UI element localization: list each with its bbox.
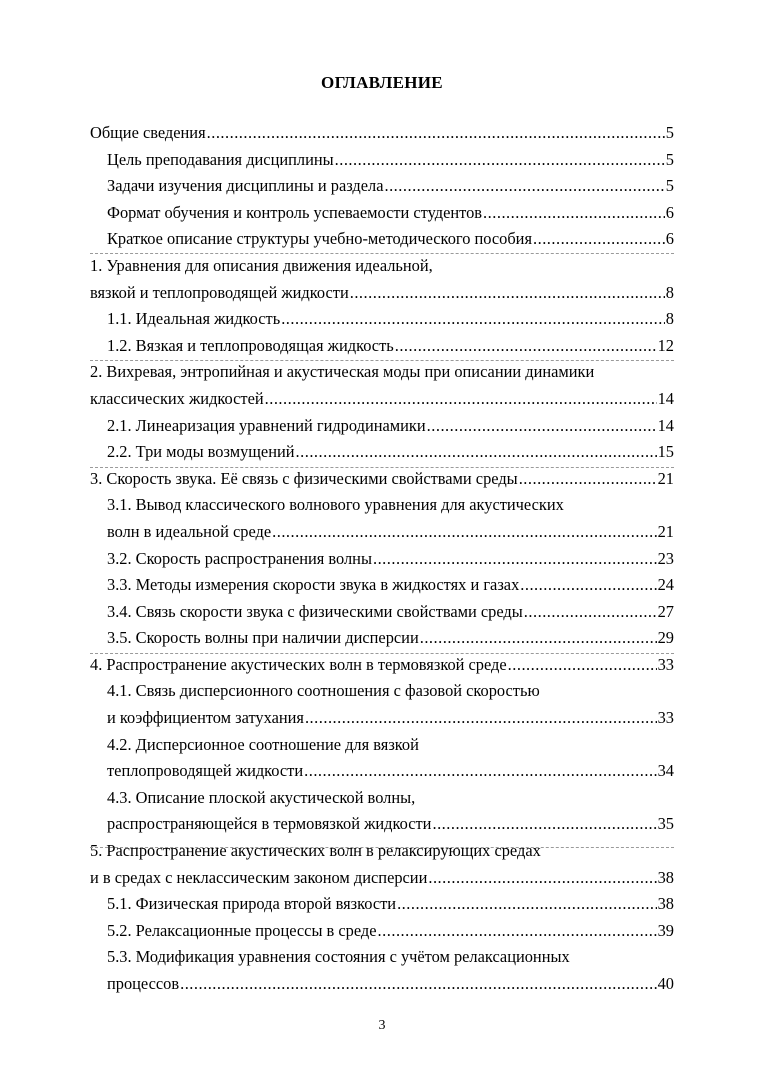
toc-entry-text: 4. Распространение акустических волн в термовязкой среде [90, 654, 507, 674]
toc-entry-5-1[interactable] [90, 891, 674, 918]
toc-entry-page: 21 [657, 468, 674, 488]
toc-entry-4-3-cont[interactable] [90, 811, 674, 838]
leader-dots [524, 599, 657, 626]
toc-entry-4-2[interactable] [90, 732, 674, 759]
toc-entry-page: 33 [657, 708, 674, 728]
leader-dots [305, 705, 657, 732]
toc-entry-page: 23 [657, 548, 674, 568]
toc-entry-2-1[interactable] [90, 413, 674, 440]
toc-entry-page: 6 [665, 202, 674, 222]
toc-entry-text: 1.1. Идеальная жидкость [107, 309, 281, 329]
leader-dots [180, 971, 657, 998]
toc-entry-5-3-cont[interactable] [90, 971, 674, 998]
toc-entry-text: 3.5. Скорость волны при наличии дисперсии [107, 628, 419, 648]
toc-entry-text: 3. Скорость звука. Её связь с физическими свойствами среды [90, 468, 518, 488]
leader-dots [272, 519, 656, 546]
toc-entry-5-2[interactable] [90, 918, 674, 945]
toc-entry-text: 3.4. Связь скорости звука с физическими свойствами среды [107, 601, 523, 621]
toc-entry-general[interactable] [90, 120, 674, 147]
toc-entry-text: Задачи изучения дисциплины и раздела [107, 176, 384, 196]
toc-entry-page: 5 [665, 149, 674, 169]
leader-dots [384, 173, 664, 200]
toc-entry-text: 4.1. Связь дисперсионного соотношения с фазовой скоростью [107, 681, 540, 701]
toc-entry-tasks[interactable] [90, 173, 674, 200]
toc-entry-page: 27 [657, 601, 674, 621]
leader-dots [483, 200, 665, 227]
toc-entry-text: 5.1. Физическая природа второй вязкости [107, 894, 397, 914]
toc-entry-chapter-5-cont[interactable] [90, 865, 674, 892]
toc-entry-text: 3.3. Методы измерения скорости звука в жидкостях и газах [107, 575, 520, 595]
toc-entry-text: 1.2. Вязкая и теплопроводящая жидкость [107, 335, 394, 355]
page-number: 3 [378, 1018, 386, 1033]
toc-entry-page: 8 [665, 309, 674, 329]
leader-dots [420, 625, 657, 652]
toc-entry-text-cont: теплопроводящей жидкости [107, 761, 304, 781]
toc-entry-text: Краткое описание структуры учебно-методического пособия [107, 229, 532, 249]
leader-dots [335, 147, 665, 174]
section-separator [90, 847, 674, 848]
toc-entry-chapter-5[interactable] [90, 838, 674, 865]
toc-entry-chapter-3[interactable] [90, 466, 674, 493]
toc-entry-text: 5.3. Модификация уравнения состояния с учётом релаксационных [107, 947, 570, 967]
leader-dots [427, 413, 657, 440]
toc-entry-goal[interactable] [90, 147, 674, 174]
leader-dots [519, 466, 657, 493]
leader-dots [533, 226, 665, 253]
toc-title: ОГЛАВЛЕНИЕ [321, 73, 443, 92]
toc-entry-text-cont: и в средах с неклассическим законом дисперсии [90, 867, 428, 887]
toc-entry-1-2[interactable] [90, 333, 674, 360]
toc-entry-text: 5. Распространение акустических волн в релаксирующих средах [90, 841, 541, 861]
toc-entry-3-3[interactable] [90, 572, 674, 599]
leader-dots [397, 891, 657, 918]
toc-entry-3-4[interactable] [90, 599, 674, 626]
toc-entry-text-cont: распространяющейся в термовязкой жидкости [107, 814, 432, 834]
toc-entry-page: 38 [657, 867, 674, 887]
section-separator [90, 360, 674, 361]
toc-entry-page: 14 [657, 388, 674, 408]
toc-entry-chapter-4[interactable] [90, 652, 674, 679]
toc-entry-page: 12 [657, 335, 674, 355]
toc-entry-4-2-cont[interactable] [90, 758, 674, 785]
toc-entry-page: 15 [657, 442, 674, 462]
leader-dots [350, 280, 665, 307]
leader-dots [378, 918, 657, 945]
toc-entry-structure[interactable] [90, 226, 674, 253]
toc-entry-page: 6 [665, 229, 674, 249]
toc-entry-4-1[interactable] [90, 678, 674, 705]
toc-entry-page: 21 [657, 521, 674, 541]
toc-entry-page: 38 [657, 894, 674, 914]
leader-dots [428, 865, 656, 892]
toc-entry-chapter-1-cont[interactable] [90, 280, 674, 307]
toc-entry-page: 29 [657, 628, 674, 648]
toc-entry-page: 34 [657, 761, 674, 781]
leader-dots [296, 439, 657, 466]
toc-entry-3-1-cont[interactable] [90, 519, 674, 546]
leader-dots [432, 811, 656, 838]
toc-entry-page: 39 [657, 920, 674, 940]
toc-entry-page: 8 [665, 282, 674, 302]
toc-entry-text: Общие сведения [90, 123, 206, 142]
toc-entry-text-cont: классических жидкостей [90, 388, 264, 408]
leader-dots [281, 306, 665, 333]
leader-dots [207, 120, 665, 147]
toc-entry-5-3[interactable] [90, 944, 674, 971]
toc-entry-text: 4.3. Описание плоской акустической волны, [107, 787, 416, 807]
toc-entry-page: 35 [657, 814, 674, 834]
toc-entry-format[interactable] [90, 200, 674, 227]
toc-entry-3-1[interactable] [90, 492, 674, 519]
toc-entry-text: 3.1. Вывод классического волнового уравнения для акустических [107, 495, 564, 515]
leader-dots [265, 386, 657, 413]
toc-entry-page: 40 [657, 974, 674, 993]
toc-entry-page: 24 [657, 575, 674, 595]
toc-entry-page: 5 [665, 176, 674, 196]
table-of-contents [90, 120, 674, 998]
section-separator [90, 653, 674, 654]
toc-entry-page: 14 [657, 415, 674, 435]
toc-entry-1-1[interactable] [90, 306, 674, 333]
toc-entry-chapter-2-cont[interactable] [90, 386, 674, 413]
toc-entry-text: 4.2. Дисперсионное соотношение для вязкой [107, 734, 419, 754]
toc-entry-text: 2.2. Три моды возмущений [107, 442, 295, 462]
leader-dots [508, 652, 657, 679]
toc-entry-4-3[interactable] [90, 785, 674, 812]
leader-dots [304, 758, 656, 785]
toc-entry-text: 2. Вихревая, энтропийная и акустическая моды при описании динамики [90, 362, 595, 382]
toc-entry-3-5[interactable] [90, 625, 674, 652]
toc-entry-text: 5.2. Релаксационные процессы в среде [107, 920, 377, 940]
section-separator [90, 253, 674, 254]
toc-entry-chapter-1[interactable] [90, 253, 674, 280]
toc-entry-4-1-cont[interactable] [90, 705, 674, 732]
toc-entry-text: 3.2. Скорость распространения волны [107, 548, 372, 568]
toc-entry-3-2[interactable] [90, 546, 674, 573]
toc-entry-text: 1. Уравнения для описания движения идеальной, [90, 255, 433, 275]
toc-entry-text-cont: процессов [107, 974, 180, 993]
toc-entry-text: Формат обучения и контроль успеваемости студентов [107, 202, 483, 222]
toc-entry-chapter-2[interactable] [90, 359, 674, 386]
toc-entry-page: 33 [657, 654, 674, 674]
toc-entry-page: 5 [665, 123, 674, 142]
leader-dots [520, 572, 656, 599]
leader-dots [373, 546, 657, 573]
leader-dots [395, 333, 657, 360]
toc-entry-2-2[interactable] [90, 439, 674, 466]
toc-entry-text: 2.1. Линеаризация уравнений гидродинамики [107, 415, 426, 435]
toc-entry-text: Цель преподавания дисциплины [107, 149, 334, 169]
toc-entry-text-cont: и коэффициентом затухания [107, 708, 304, 728]
toc-entry-text-cont: вязкой и теплопроводящей жидкости [90, 282, 349, 302]
section-separator [90, 467, 674, 468]
toc-entry-text-cont: волн в идеальной среде [107, 521, 272, 541]
